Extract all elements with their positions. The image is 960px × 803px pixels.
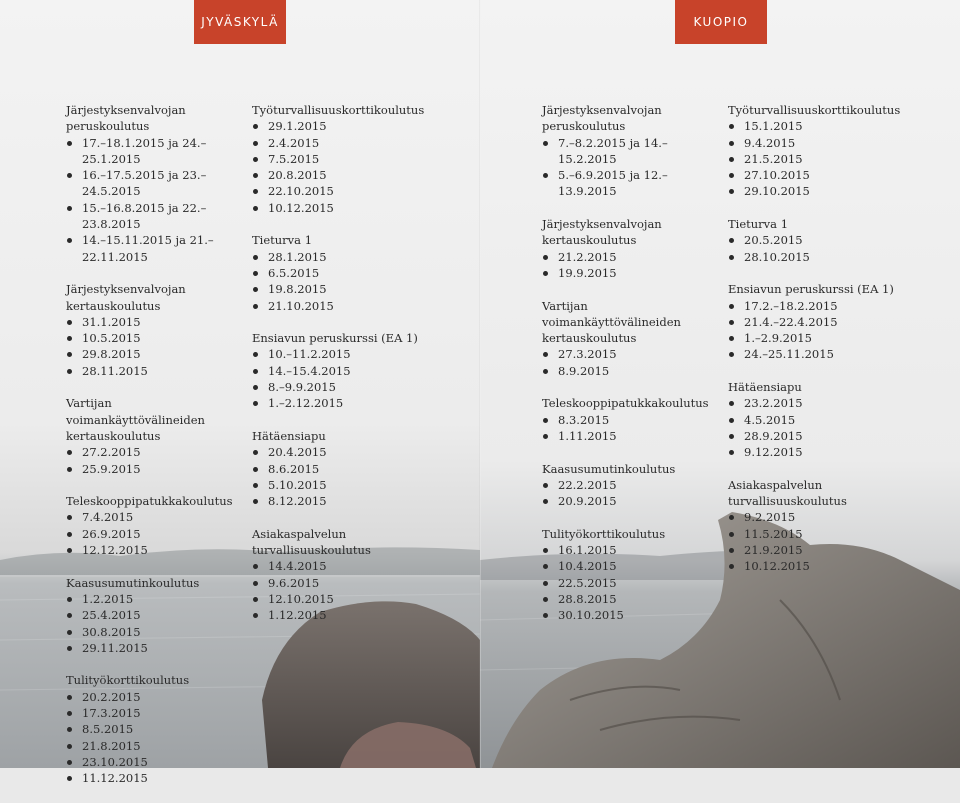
date-item: 30.10.2015 — [542, 607, 722, 623]
date-item: 1.11.2015 — [542, 428, 722, 444]
date-list — [542, 477, 722, 510]
course-title: Asiakaspalvelun turvallisuuskoulutus — [728, 477, 847, 509]
course-block — [252, 330, 432, 411]
date-list — [66, 314, 246, 379]
date-item: 17.–18.1.2015 ja 24.–25.1.2015 — [66, 135, 246, 168]
schedule-column-jyvaskyla-2 — [252, 102, 432, 640]
city-tab-jyvaskyla — [194, 0, 286, 44]
date-list — [252, 249, 432, 314]
date-item: 5.–6.9.2015 ja 12.–13.9.2015 — [542, 167, 722, 200]
date-item: 21.5.2015 — [728, 151, 908, 167]
course-title: Työturvallisuuskorttikoulutus — [728, 103, 901, 117]
date-item: 16.1.2015 — [542, 542, 722, 558]
date-item: 9.12.2015 — [728, 444, 908, 460]
course-block — [542, 395, 722, 444]
course-title: Järjestyksenvalvojan peruskoulutus — [66, 103, 186, 134]
date-list — [252, 558, 432, 623]
date-item: 1.–2.12.2015 — [252, 395, 432, 411]
date-item: 1.12.2015 — [252, 607, 432, 623]
date-item: 8.6.2015 — [252, 461, 432, 477]
date-item: 31.1.2015 — [66, 314, 246, 330]
date-list — [728, 118, 908, 199]
course-title: Teleskooppipatukkakoulutus — [66, 494, 233, 509]
date-item: 22.10.2015 — [252, 183, 432, 199]
page-fold — [479, 0, 481, 768]
date-item: 30.8.2015 — [66, 624, 246, 640]
date-item: 23.2.2015 — [728, 395, 908, 411]
course-block — [728, 216, 908, 265]
date-item: 10.12.2015 — [728, 558, 908, 574]
date-item: 21.10.2015 — [252, 298, 432, 314]
date-list — [252, 444, 432, 509]
date-list — [542, 346, 722, 379]
course-title: Järjestyksenvalvojan kertauskoulutus — [542, 217, 662, 248]
date-list — [542, 412, 722, 445]
date-item: 20.8.2015 — [252, 167, 432, 183]
date-item: 9.2.2015 — [728, 509, 908, 525]
date-item: 15.1.2015 — [728, 118, 908, 134]
course-block — [728, 379, 908, 460]
course-title: Asiakaspalvelun turvallisuuskoulutus — [252, 526, 371, 558]
date-item: 4.5.2015 — [728, 412, 908, 428]
course-block — [542, 461, 722, 510]
course-title: Vartijan voimankäyttövälineiden kertauskoulutus — [542, 298, 681, 346]
course-block — [542, 298, 722, 379]
schedule-column-jyvaskyla-1 — [66, 102, 246, 803]
date-item: 12.12.2015 — [66, 542, 246, 558]
date-item: 15.–16.8.2015 ja 22.–23.8.2015 — [66, 200, 246, 233]
course-title: Ensiavun peruskurssi (EA 1) — [252, 331, 418, 346]
date-list — [728, 509, 908, 574]
date-item: 8.3.2015 — [542, 412, 722, 428]
date-list — [66, 689, 246, 787]
course-block — [542, 102, 722, 200]
course-block — [728, 102, 908, 200]
date-item: 9.4.2015 — [728, 135, 908, 151]
date-item: 5.10.2015 — [252, 477, 432, 493]
date-item: 11.12.2015 — [66, 770, 246, 786]
date-item: 10.12.2015 — [252, 200, 432, 216]
date-item: 8.12.2015 — [252, 493, 432, 509]
date-item: 7.–8.2.2015 ja 14.–15.2.2015 — [542, 135, 722, 168]
date-item: 17.2.–18.2.2015 — [728, 298, 908, 314]
date-item: 21.8.2015 — [66, 738, 246, 754]
course-title: Työturvallisuuskorttikoulutus — [252, 103, 425, 117]
date-item: 17.3.2015 — [66, 705, 246, 721]
date-item: 6.5.2015 — [252, 265, 432, 281]
date-item: 29.8.2015 — [66, 346, 246, 362]
course-title: Kaasusumutinkoulutus — [66, 575, 200, 590]
date-item: 27.3.2015 — [542, 346, 722, 362]
course-title: Hätäensiapu — [728, 380, 802, 395]
date-list — [542, 542, 722, 623]
date-item: 25.4.2015 — [66, 607, 246, 623]
date-item: 28.11.2015 — [66, 363, 246, 379]
city-tab-kuopio — [675, 0, 767, 44]
date-item: 27.10.2015 — [728, 167, 908, 183]
date-item: 12.10.2015 — [252, 591, 432, 607]
date-item: 20.2.2015 — [66, 689, 246, 705]
course-title: Tulityökorttikoulutus — [66, 673, 190, 688]
course-block — [66, 395, 246, 476]
schedule-column-kuopio-1 — [542, 102, 722, 640]
date-item: 28.8.2015 — [542, 591, 722, 607]
date-item: 2.4.2015 — [252, 135, 432, 151]
course-block — [542, 526, 722, 624]
date-item: 24.–25.11.2015 — [728, 346, 908, 362]
date-list — [728, 395, 908, 460]
date-item: 8.–9.9.2015 — [252, 379, 432, 395]
course-block — [252, 102, 432, 216]
date-list — [252, 346, 432, 411]
date-list — [66, 444, 246, 477]
date-item: 21.2.2015 — [542, 249, 722, 265]
date-item: 16.–17.5.2015 ja 23.–24.5.2015 — [66, 167, 246, 200]
course-title: Tieturva 1 — [252, 233, 313, 248]
date-list — [66, 135, 246, 265]
date-item: 28.1.2015 — [252, 249, 432, 265]
course-block — [252, 232, 432, 313]
date-item: 26.9.2015 — [66, 526, 246, 542]
date-item: 21.9.2015 — [728, 542, 908, 558]
course-title: Teleskooppipatukkakoulutus — [542, 396, 709, 411]
date-item: 27.2.2015 — [66, 444, 246, 460]
date-item: 25.9.2015 — [66, 461, 246, 477]
city-tab-label: JYVÄSKYLÄ — [201, 15, 279, 29]
date-item: 28.10.2015 — [728, 249, 908, 265]
date-item: 14.–15.4.2015 — [252, 363, 432, 379]
course-block — [252, 526, 432, 624]
date-item: 19.9.2015 — [542, 265, 722, 281]
date-list — [728, 232, 908, 265]
course-title: Tieturva 1 — [728, 217, 789, 232]
date-item: 21.4.–22.4.2015 — [728, 314, 908, 330]
date-list — [728, 298, 908, 363]
date-item: 29.11.2015 — [66, 640, 246, 656]
course-block — [66, 575, 246, 656]
course-block — [728, 281, 908, 362]
course-block — [66, 281, 246, 379]
date-item: 8.5.2015 — [66, 721, 246, 737]
date-item: 22.2.2015 — [542, 477, 722, 493]
date-list — [542, 135, 722, 200]
course-block — [66, 672, 246, 786]
date-list — [66, 509, 246, 558]
date-item: 9.6.2015 — [252, 575, 432, 591]
course-block — [542, 216, 722, 281]
course-block — [252, 428, 432, 509]
date-item: 23.10.2015 — [66, 754, 246, 770]
date-list — [542, 249, 722, 282]
course-title: Järjestyksenvalvojan peruskoulutus — [542, 103, 662, 134]
date-item: 19.8.2015 — [252, 281, 432, 297]
date-item: 10.–11.2.2015 — [252, 346, 432, 362]
course-title: Vartijan voimankäyttövälineiden kertauskoulutus — [66, 396, 205, 443]
date-item: 1.–2.9.2015 — [728, 330, 908, 346]
course-block — [728, 477, 908, 575]
date-item: 28.9.2015 — [728, 428, 908, 444]
course-title: Ensiavun peruskurssi (EA 1) — [728, 282, 894, 297]
date-item: 20.9.2015 — [542, 493, 722, 509]
date-list — [66, 591, 246, 656]
course-title: Hätäensiapu — [252, 428, 326, 443]
date-item: 20.5.2015 — [728, 232, 908, 248]
date-item: 8.9.2015 — [542, 363, 722, 379]
date-item: 22.5.2015 — [542, 575, 722, 591]
date-item: 20.4.2015 — [252, 444, 432, 460]
course-block — [66, 493, 246, 558]
date-item: 7.4.2015 — [66, 509, 246, 525]
date-item: 11.5.2015 — [728, 526, 908, 542]
date-list — [252, 118, 432, 216]
city-tab-label: KUOPIO — [693, 15, 749, 29]
date-item: 1.2.2015 — [66, 591, 246, 607]
date-item: 10.4.2015 — [542, 558, 722, 574]
date-item: 29.1.2015 — [252, 118, 432, 134]
date-item: 10.5.2015 — [66, 330, 246, 346]
course-title: Tulityökorttikoulutus — [542, 526, 666, 541]
date-item: 14.–15.11.2015 ja 21.–22.11.2015 — [66, 232, 246, 265]
date-item: 7.5.2015 — [252, 151, 432, 167]
schedule-column-kuopio-2 — [728, 102, 908, 591]
course-title: Kaasusumutinkoulutus — [542, 461, 676, 476]
date-item: 29.10.2015 — [728, 183, 908, 199]
course-block — [66, 102, 246, 265]
course-title: Järjestyksenvalvojan kertauskoulutus — [66, 282, 186, 313]
date-item: 14.4.2015 — [252, 558, 432, 574]
